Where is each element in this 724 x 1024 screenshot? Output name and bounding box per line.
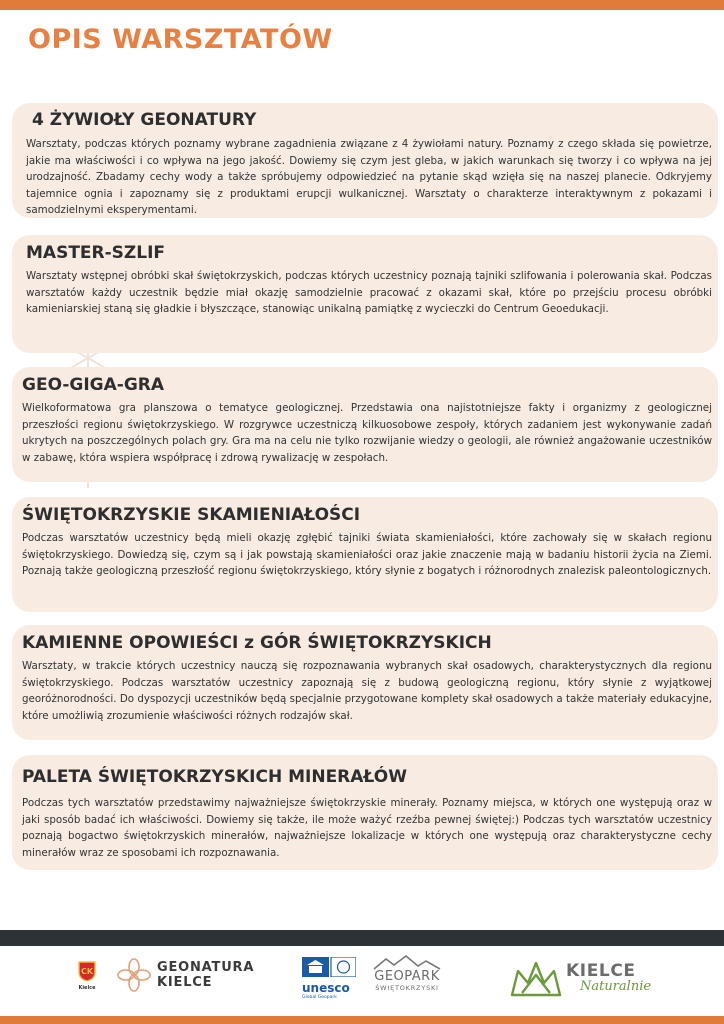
kielce-naturalnie-logo [566,962,651,994]
kielce-crest-label: Kielce [78,985,96,991]
workshop-description: Wielkoformatowa gra planszowa o tematyce geologicznej. Przedstawia ona najistotniejsze fakty i organizmy z geologicznej przeszłości regionu świętokrzyskiego. W rozgrywce uczestniczą kilkuosobowe zespoły, których zadaniem jest wykonywanie zadań ukrytych na poszczególnych polach gry. Gra ma na celu nie tylko rozwijanie wiedzy o geologii, ale również angażowanie uczestników w zabawę, która wspiera współpracę i zdrową rywalizację w zespołach. [22,402,712,464]
kielce-crest-logo [76,960,98,991]
workshop-description: Warsztaty, w trakcie których uczestnicy nauczą się rozpoznawania wybranych skał osadowych, charakterystycznych dla regionu świętokrzyskiego. Podczas warsztatów uczestnicy zapoznają się z budową geologiczną regionu, który słynie z wyjątkowej georóżnorodności. Do dyspozycji uczestników będą specjalnie przygotowane komplety skał osadowych a także materiały edukacyjne, które umożliwią zrozumienie właściwości różnych rodzajów skał. [22,660,712,722]
workshop-title: PALETA ŚWIĘTOKRZYSKICH MINERAŁÓW [22,767,407,787]
geopark-swietokrzyski-logo [370,970,444,992]
workshop-card-skamienialosci [12,497,718,612]
kielce-crest-icon [77,960,97,982]
kielce-naturalnie-line2: Naturalnie [580,979,652,994]
workshop-title: 4 ŻYWIOŁY GEONATURY [32,110,257,130]
geonatura-kielce-logo [157,960,254,990]
workshop-card-4-zywioly [12,103,718,218]
unesco-sublabel: Global Geopark [302,995,337,1000]
kielce-naturalnie-line1: KIELCE [566,961,636,981]
geonatura-logo-line1: GEONATURA [157,960,255,975]
unesco-label: unesco [302,981,350,995]
geonatura-logo-line2: KIELCE [157,975,213,990]
workshop-description: Podczas tych warsztatów przedstawimy najważniejsze świętokrzyskie minerały. Poznamy miejsca, w których one występują oraz w jaki sposób badać ich właściwości. Dowiemy się także, ile może ważyć rzeźba pewnej świętej:) Podczas tych warsztatów uczestnicy poznają bogactwo świętokrzyskich minerałów, najważniejsze lokalizacje w których one występują oraz charakterystyczne cechy minerałów wraz ze sposobami ich rozpoznawania. [22,797,712,859]
geopark-logo-line1: GEOPARK [374,969,440,984]
unesco-temple-icon [302,957,356,977]
svg-text:CK: CK [80,967,94,976]
kielce-crown-icon [508,959,564,999]
unesco-global-geopark-logo [302,957,358,1000]
workshop-description: Warsztaty wstępnej obróbki skał świętokrzyskich, podczas których uczestnicy poznają tajniki szlifowania i polerowania skał. Podczas warsztatów każdy uczestnik będzie miał okazję samodzielnie pracować z okazami skał, które po przejściu procesu obróbki kamieniarskiej staną się gładkie i błyszczące, stanowiąc unikalną pamiątkę z wycieczki do Centrum Geoedukacji. [26,270,712,316]
workshop-card-geo-giga-gra [12,367,718,482]
workshop-description: Warsztaty, podczas których poznamy wybrane zagadnienia związane z 4 żywiołami natury. Poznamy z czego składa się powietrze, jakie ma właściwości i co wpływa na jego jakość. Dowiemy się czym jest gleba, w jakich warunkach się tworzy i co wpływa na jej urodzajność. Zbadamy cechy wody a także spróbujemy odpowiedzieć na pytanie skąd wzięła się na naszej planecie. Odkryjemy tajemnice ognia i zapoznamy się z produktami erupcji wulkanicznej. Warsztaty o charakterze interaktywnym z pokazami i samodzielnymi eksperymentami. [26,138,712,217]
workshop-card-master-szlif [12,235,718,353]
geopark-logo-line2: ŚWIĘTOKRZYSKI [375,984,439,992]
workshop-description: Podczas warsztatów uczestnicy będą mieli okazję zgłębić tajniki świata skamieniałości, które zachowały się w skałach regionu świętokrzyskiego. Dowiedzą się, czym są i jak powstają skamieniałości oraz jakie znaczenie mają w badaniu historii życia na Ziemi. Poznają także geologiczną przeszłość regionu świętokrzyskiego, który słynie z bogatych i różnorodnych znalezisk paleontologicznych. [22,532,712,578]
workshop-card-kamienne-opowiesci [12,625,718,740]
page-title: OPIS WARSZTATÓW [28,24,333,55]
footer-dark-bar [0,930,724,946]
workshop-card-paleta-mineralow [12,755,718,870]
geopark-mountains-icon [372,954,442,970]
workshop-title: GEO-GIGA-GRA [22,375,165,395]
geonatura-flower-icon [117,958,151,992]
workshop-title: KAMIENNE OPOWIEŚCI z GÓR ŚWIĘTOKRZYSKICH [22,633,492,653]
top-accent-bar [0,0,724,10]
workshop-title: ŚWIĘTOKRZYSKIE SKAMIENIAŁOŚCI [22,505,361,525]
workshop-title: MASTER-SZLIF [26,243,166,263]
bottom-accent-bar [0,1016,724,1024]
